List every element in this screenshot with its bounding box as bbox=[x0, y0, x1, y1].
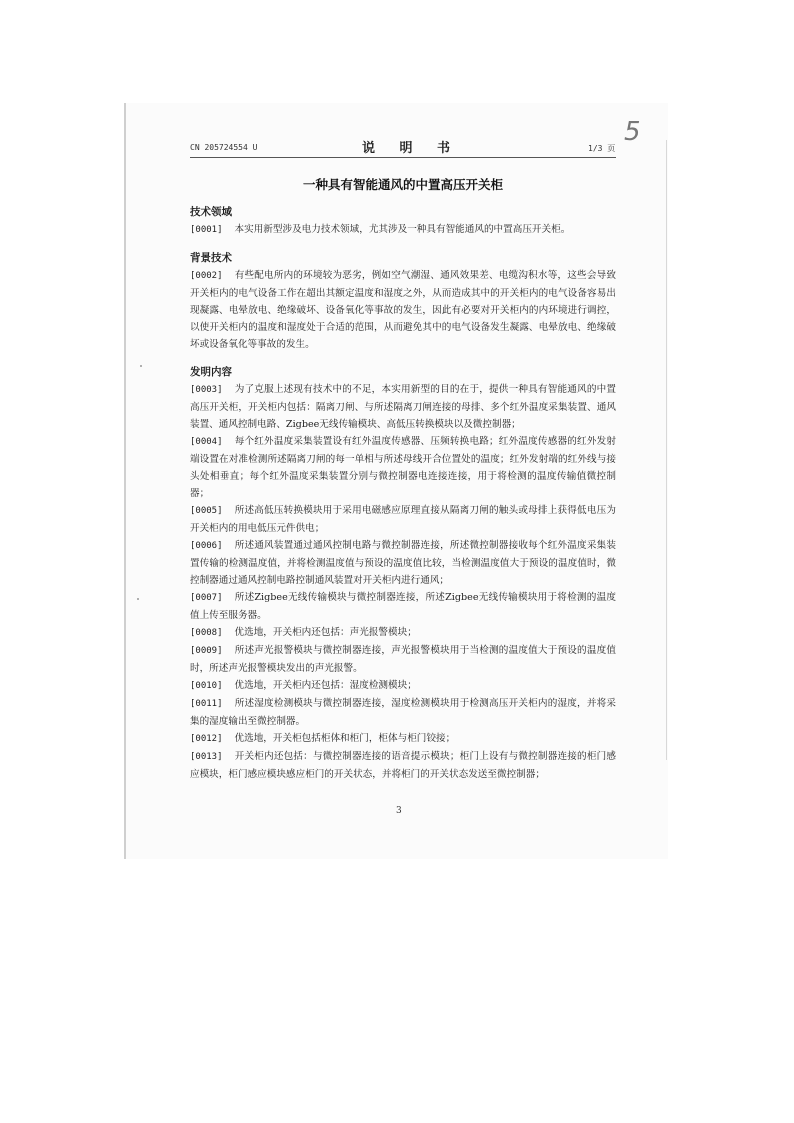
scan-speck bbox=[140, 365, 142, 367]
patent-number: CN 205724554 U bbox=[190, 143, 258, 152]
handwritten-mark: 5 bbox=[624, 117, 641, 147]
paragraph-number: [0007] bbox=[190, 593, 223, 603]
section-title: 说 明 书 bbox=[362, 141, 461, 156]
paragraph-text: 所述Zigbee无线传输模块与微控制器连接，所述Zigbee无线传输模块用于将检测的温度值上传至服务器。 bbox=[190, 592, 616, 621]
paragraph-text: 本实用新型涉及电力技术领域，尤其涉及一种具有智能通风的中置高压开关柜。 bbox=[234, 224, 571, 235]
section-heading: 背景技术 bbox=[190, 252, 232, 264]
paragraph-number: [0013] bbox=[190, 752, 223, 762]
document-title: 一种具有智能通风的中置高压开关柜 bbox=[302, 177, 503, 192]
paragraph bbox=[190, 677, 616, 695]
paragraph-number: [0011] bbox=[190, 699, 223, 709]
page-info: 1/3 页 bbox=[588, 144, 616, 153]
paragraph bbox=[190, 589, 616, 624]
page-left-edge bbox=[124, 103, 126, 859]
paragraph bbox=[190, 624, 616, 642]
page-right-edge bbox=[666, 140, 667, 760]
paragraph bbox=[190, 537, 616, 589]
section-heading: 技术领域 bbox=[190, 206, 232, 218]
paragraph-number: [0001] bbox=[190, 225, 223, 235]
paragraph-text: 所述高低压转换模块用于采用电磁感应原理直接从隔离刀闸的触头或母排上获得低电压为开关柜内的用电低压元件供电； bbox=[190, 505, 616, 534]
paragraph-number: [0005] bbox=[190, 506, 223, 516]
paragraph-number: [0002] bbox=[190, 271, 223, 281]
paragraph-number: [0008] bbox=[190, 628, 223, 638]
paragraph-text: 所述通风装置通过通风控制电路与微控制器连接，所述微控制器接收每个红外温度采集装置传输的检测温度值，并将检测温度值与预设的温度值比较，当检测温度值大于预设的温度值时，微控制器通过通风控制电路控制通风装置对开关柜内进行通风； bbox=[190, 540, 616, 586]
paragraph bbox=[190, 748, 616, 783]
paragraph bbox=[190, 730, 616, 748]
paragraph bbox=[190, 642, 616, 677]
paragraph-text: 优选地，开关柜内还包括：湿度检测模块； bbox=[234, 680, 417, 691]
paragraph bbox=[190, 433, 616, 502]
document-body bbox=[190, 204, 616, 783]
scan-speck bbox=[137, 598, 139, 600]
paragraph-text: 所述湿度检测模块与微控制器连接，湿度检测模块用于检测高压开关柜内的湿度，并将采集的湿度输出至微控制器。 bbox=[190, 698, 616, 727]
paragraph bbox=[190, 381, 616, 433]
header-divider bbox=[190, 157, 616, 158]
paragraph-text: 每个红外温度采集装置设有红外温度传感器、压频转换电路；红外温度传感器的红外发射端设置在对准检测所述隔离刀闸的每一单相与所述母线开合位置处的温度；红外发射端的红外线与接头处相垂直；每个红外温度采集装置分别与微控制器电连接连接，用于将检测的温度传输值微控制器； bbox=[190, 436, 616, 499]
section-heading: 发明内容 bbox=[190, 366, 232, 378]
paragraph-text: 优选地，开关柜内还包括：声光报警模块； bbox=[234, 627, 417, 638]
section-gap bbox=[190, 239, 616, 250]
paragraph-number: [0010] bbox=[190, 681, 223, 691]
paragraph bbox=[190, 502, 616, 537]
paragraph-number: [0012] bbox=[190, 734, 223, 744]
paragraph-text: 有些配电所内的环境较为恶劣，例如空气潮湿、通风效果差、电缆沟积水等，这些会导致开关柜内的电气设备工作在超出其额定温度和湿度之外，从而造成其中的开关柜内的电气设备容易出现凝露、电晕放电、绝缘破坏、设备氧化等事故的发生，因此有必要对开关柜内的内环境进行调控，以使开关柜内的温度和湿度处于合适的范围，从而避免其中的电气设备发生凝露、电晕放电、绝缘破坏或设备氧化等事故的发生。 bbox=[190, 270, 616, 350]
paragraph-number: [0009] bbox=[190, 646, 223, 656]
paragraph-number: [0003] bbox=[190, 385, 223, 395]
paragraph bbox=[190, 267, 616, 353]
paragraph bbox=[190, 221, 616, 239]
paragraph-number: [0004] bbox=[190, 437, 223, 447]
paragraph bbox=[190, 695, 616, 730]
paragraph-number: [0006] bbox=[190, 541, 223, 551]
paragraph-text: 所述声光报警模块与微控制器连接，声光报警模块用于当检测的温度值大于预设的温度值时，所述声光报警模块发出的声光报警。 bbox=[190, 645, 616, 674]
section-gap bbox=[190, 353, 616, 364]
paragraph-text: 优选地，开关柜包括柜体和柜门，柜体与柜门铰接； bbox=[234, 733, 456, 744]
paragraph-text: 为了克服上述现有技术中的不足，本实用新型的目的在于，提供一种具有智能通风的中置高压开关柜，开关柜内包括：隔离刀闸、与所述隔离刀闸连接的母排、多个红外温度采集装置、通风装置、通风控制电路、Zigbee无线传输模块、高低压转换模块以及微控制器； bbox=[190, 384, 616, 430]
paragraph-text: 开关柜内还包括：与微控制器连接的语音提示模块；柜门上设有与微控制器连接的柜门感应模块，柜门感应模块感应柜门的开关状态，并将柜门的开关状态发送至微控制器； bbox=[190, 751, 616, 780]
page-number: 3 bbox=[396, 806, 402, 816]
